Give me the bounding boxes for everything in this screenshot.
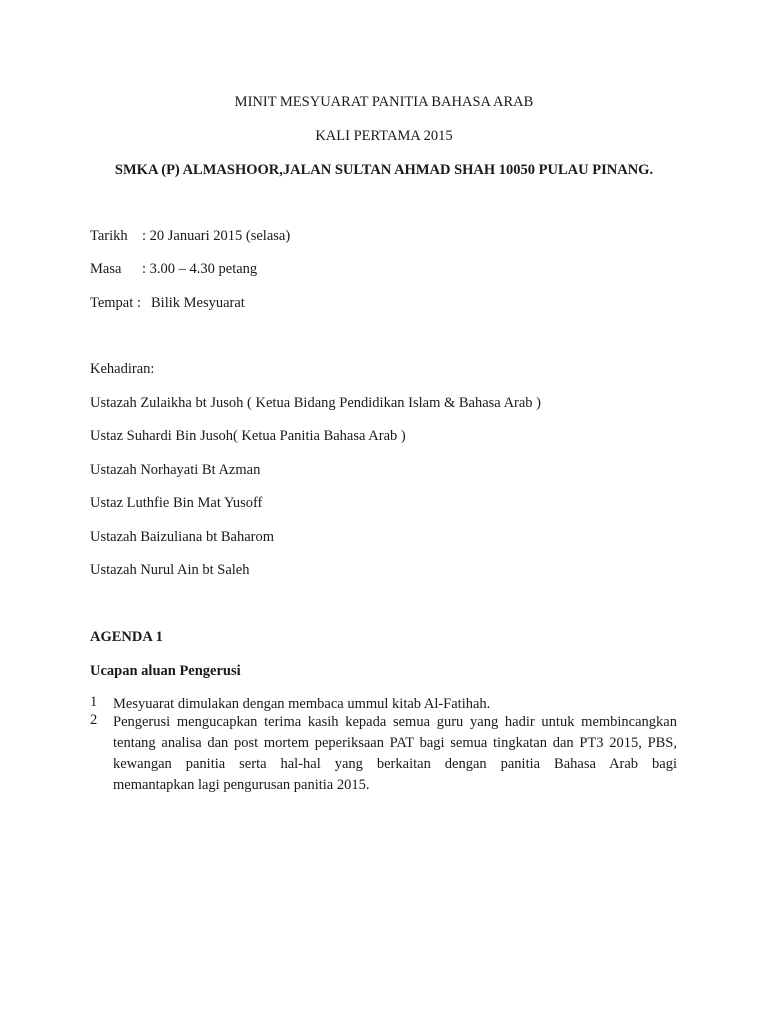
place-value: Bilik Mesyuarat [151, 295, 245, 311]
list-item-number: 2 [90, 712, 98, 728]
date-label: Tarikh [90, 228, 128, 244]
date-row [90, 228, 290, 245]
agenda-subheading: Ucapan aluan Pengerusi [90, 663, 241, 679]
time-row [90, 261, 257, 278]
attendee-item: Ustaz Suhardi Bin Jusoh( Ketua Panitia Bahasa Arab ) [90, 428, 406, 444]
list-item-line: Mesyuarat dimulakan dengan membaca ummul kitab Al-Fatihah. [113, 696, 491, 712]
attendee-item: Ustazah Nurul Ain bt Saleh [90, 562, 250, 578]
school-address: SMKA (P) ALMASHOOR,JALAN SULTAN AHMAD SHAH 10050 PULAU PINANG. [114, 162, 654, 178]
list-item-line: tentang analisa dan post mortem peperiksaan PAT bagi semua tingkatan dan PT3 2015, PBS, [113, 735, 677, 751]
attendance-heading: Kehadiran: [90, 361, 155, 377]
list-item-line: kewangan panitia serta hal-hal yang berkaitan dengan panitia Bahasa Arab bagi [113, 756, 677, 772]
list-item-line: Pengerusi mengucapkan terima kasih kepada semua guru yang hadir untuk membincangkan [113, 714, 677, 730]
place-row [90, 295, 245, 312]
agenda-heading: AGENDA 1 [90, 629, 163, 645]
place-label: Tempat : [90, 295, 141, 311]
document-title: MINIT MESYUARAT PANITIA BAHASA ARAB [234, 94, 534, 110]
document-subtitle: KALI PERTAMA 2015 [315, 128, 453, 144]
time-value: : 3.00 – 4.30 petang [142, 261, 258, 277]
attendee-item: Ustazah Baizuliana bt Baharom [90, 529, 275, 545]
attendee-item: Ustazah Zulaikha bt Jusoh ( Ketua Bidang Pendidikan Islam & Bahasa Arab ) [90, 395, 542, 411]
list-item-line: memantapkan lagi pengurusan panitia 2015. [113, 777, 370, 793]
list-item-number: 1 [90, 694, 98, 710]
date-value: : 20 Januari 2015 (selasa) [142, 228, 291, 244]
attendee-item: Ustazah Norhayati Bt Azman [90, 462, 261, 478]
list-item [113, 712, 677, 796]
time-label: Masa [90, 261, 122, 277]
attendee-item: Ustaz Luthfie Bin Mat Yusoff [90, 495, 263, 511]
